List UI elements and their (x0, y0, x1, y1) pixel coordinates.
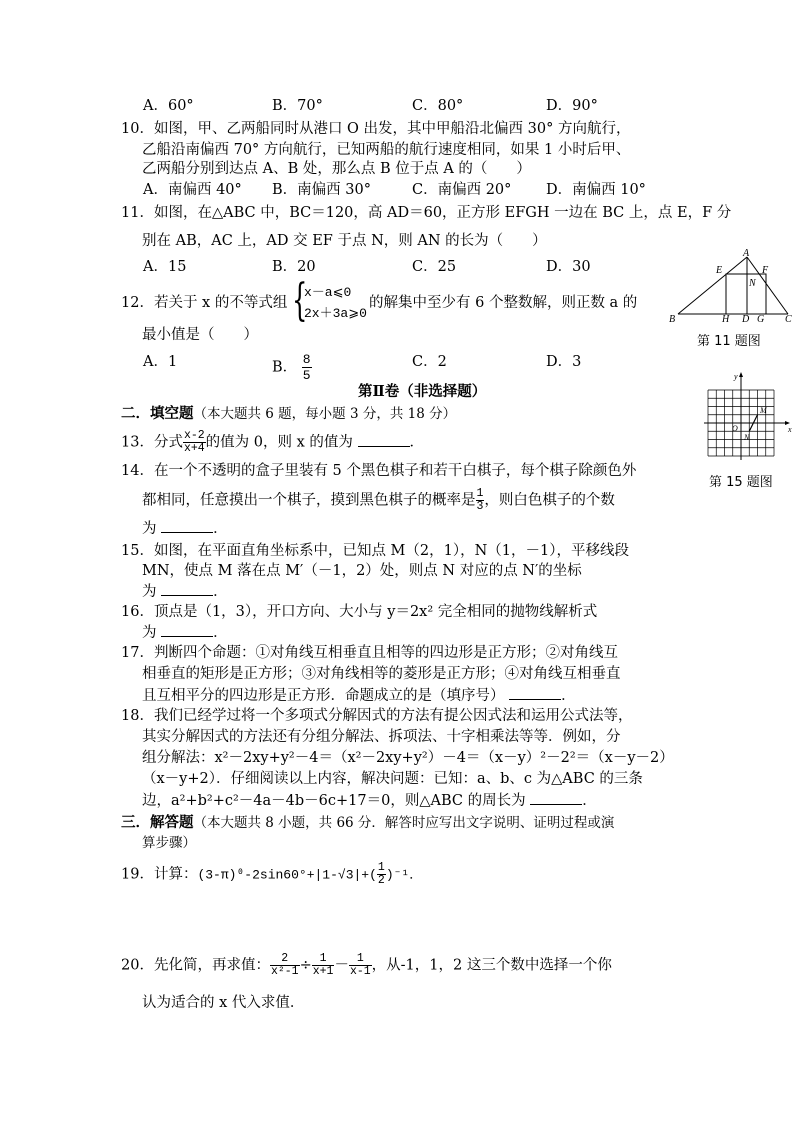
q15-line-3 (142, 581, 228, 602)
q14-line-3 (142, 518, 228, 539)
q13-end: ． (409, 434, 425, 451)
q10-line-2: 乙船沿南偏西 70° 方向航行，已知两船的航行速度相同，如果 1 小时后甲、 (142, 142, 631, 158)
q12-inequality-2: 2x＋3a⩾0 (304, 306, 367, 321)
q18-line-1: 18．我们已经学过将一个多项式分解因式的方法有提公因式法和运用公式法等， (121, 708, 633, 724)
q15-line-3-text: 为 (142, 584, 157, 600)
q19-pre: 19．计算： (121, 866, 198, 883)
origin-label: O (732, 424, 738, 433)
square-efgh (726, 274, 766, 314)
q9-option-a: A．60° (143, 98, 194, 114)
q12-option-c: C．2 (412, 354, 447, 370)
q13-denominator: x+4 (183, 442, 205, 455)
q20-f3-denominator: x-1 (349, 965, 371, 978)
axis-label-y: y (734, 372, 738, 381)
q13 (121, 430, 424, 455)
solve-section-note-2: 算步骤） (142, 835, 196, 851)
solve-section-note-1: （本大题共 8 小题，共 66 分．解答时应写出文字说明、证明过程或演 (193, 815, 615, 831)
q16-answer-blank[interactable] (161, 622, 213, 637)
q12-suffix: 的解集中至少有 6 个整数解，则正数 a 的 (369, 295, 638, 311)
label-n: N (749, 278, 756, 289)
part-2-title: 第Ⅱ卷（非选择题） (358, 383, 487, 400)
q12-option-d: D．3 (546, 354, 582, 370)
q20-fraction-1 (270, 953, 300, 978)
q9-option-c: C．80° (412, 98, 464, 114)
q18-line-2: 其实分解因式的方法还有分组分解法、拆项法、十字相乘法等等．例如，分 (142, 729, 621, 745)
q14-line-3-text: 为 (142, 521, 157, 537)
q11-line-2: 别在 AB，AC 上，AD 交 EF 于点 N，则 AN 的长为（ ） (142, 233, 547, 249)
q14-line-2a: 都相同，任意摸出一个棋子，摸到黑色棋子的概率是 (142, 492, 476, 509)
q20-f1-denominator: x²-1 (270, 965, 299, 978)
q19-denominator: 2 (377, 874, 385, 887)
q15-line-2: MN，使点 M 落在点 M′（－1，2）处，则点 N 对应的点 N′的坐标 (142, 563, 582, 579)
q20-post: ，从-1，1，2 这三个数中选择一个你 (371, 957, 612, 974)
q20-fraction-3 (349, 953, 372, 978)
q14-line-1: 14．在一个不透明的盒子里装有 5 个黑色棋子和若干白棋子，每个棋子除颜色外 (121, 463, 637, 479)
q20-f3-numerator: 1 (349, 953, 372, 966)
label-b: B (669, 314, 676, 324)
q14-denominator: 3 (476, 500, 484, 513)
q14-line-2b: ，则白色棋子的个数 (484, 492, 615, 509)
q12-brace: { (292, 275, 308, 326)
q15-figure-caption: 第 15 题图 (709, 475, 773, 490)
q10-option-c: C．南偏西 20° (412, 182, 512, 198)
q14-end: ． (213, 521, 228, 537)
q18-line-3: 组分解法：x²－2xy+y²－4＝（x²－2xy+y²）－4＝（x－y）²－2²＝（x－y－2） (142, 750, 674, 766)
solve-section-heading (121, 813, 614, 833)
y-axis-arrow (739, 372, 743, 377)
q20-f2-numerator: 1 (312, 953, 335, 966)
q18-end: ． (582, 793, 597, 809)
q17-line-3 (142, 685, 576, 706)
triangle-side-ab (678, 257, 747, 314)
q10-line-3: 乙两船分别到达点 A、B 处，那么点 B 位于点 A 的（ ） (142, 161, 531, 177)
q11-option-d: D．30 (546, 259, 591, 275)
q18-answer-blank[interactable] (530, 790, 582, 805)
axis-label-x: x (788, 425, 792, 434)
label-e: E (716, 265, 723, 276)
q12-option-b (272, 352, 312, 383)
q13-numerator: x-2 (183, 429, 205, 442)
q9-option-d: D．90° (546, 98, 598, 114)
q9-option-b: B．70° (272, 98, 323, 114)
q18-line-5-text: 边，a²+b²+c²－4a－4b－6c+17＝0，则△ABC 的周长为 (142, 793, 526, 809)
q15-answer-blank[interactable] (161, 581, 213, 596)
q10-line-1: 10．如图，甲、乙两船同时从港口 O 出发，其中甲船沿北偏西 30° 方向航行， (121, 121, 631, 137)
q14-answer-blank[interactable] (161, 518, 213, 533)
q12-option-b-label: B． (272, 359, 298, 376)
q11-option-a: A．15 (143, 259, 187, 275)
q16-line-1: 16．顶点是（1，3），开口方向、大小与 y＝2x² 完全相同的抛物线解析式 (121, 604, 598, 620)
q15-end: ． (213, 584, 228, 600)
q11-triangle-figure (664, 248, 794, 324)
label-c: C (785, 314, 792, 324)
q20-line-1 (121, 953, 612, 978)
q12-option-a: A．1 (143, 354, 178, 370)
q15-line-1: 15．如图，在平面直角坐标系中，已知点 M（2，1），N（1，－1），平移线段 (121, 543, 629, 559)
q19-post: )⁻¹． (385, 867, 423, 883)
q12-option-b-numerator: 8 (302, 352, 311, 367)
q18-line-4: （x－y+2）．仔细阅读以上内容，解决问题：已知：a、b、c 为△ABC 的三条 (142, 771, 643, 787)
q19-numerator: 1 (377, 861, 385, 874)
q12-prefix: 12．若关于 x 的不等式组 (121, 295, 288, 311)
label-d: D (742, 314, 750, 324)
q14-line-2 (142, 488, 615, 513)
q17-line-3-text: 且互相平分的四边形是正方形．命题成立的是（填序号） (142, 688, 505, 704)
fill-section-heading (121, 404, 456, 424)
label-g: G (757, 314, 765, 324)
q11-option-b: B．20 (272, 259, 316, 275)
q16-line-2 (142, 622, 228, 643)
q13-fraction (183, 430, 206, 455)
q20-divide: ÷ (299, 957, 312, 974)
q13-answer-blank[interactable] (358, 432, 410, 447)
q10-option-b: B．南偏西 30° (272, 182, 371, 198)
label-a: A (743, 248, 750, 259)
q13-post: 的值为 0，则 x 的值为 (205, 434, 353, 451)
q18-line-5 (142, 790, 597, 811)
q12-inequality-1: x－a⩽0 (304, 285, 352, 300)
q19-expression: (3-π)⁰-2sin60°+|1-√3|+( (197, 867, 377, 883)
q17-line-2: 相垂直的矩形是正方形；③对角线相等的菱形是正方形；④对角线互相垂直 (142, 666, 621, 682)
q10-option-d: D．南偏西 10° (546, 182, 646, 198)
q17-end: ． (561, 688, 576, 704)
fill-section-note: （本大题共 6 题，每小题 3 分，共 18 分） (193, 406, 457, 422)
q15-grid-figure (700, 370, 794, 464)
q11-line-1: 11．如图，在△ABC 中，BC＝120，高 AD＝60，正方形 EFGH 一边在 BC 上，点 E，F 分 (121, 205, 732, 221)
q11-option-c: C．25 (412, 259, 457, 275)
q20-f2-denominator: x+1 (312, 965, 334, 978)
q20-line-2: 认为适合的 x 代入求值． (142, 995, 305, 1011)
q10-option-a: A．南偏西 40° (143, 182, 242, 198)
fill-section-head: 二．填空题 (121, 405, 194, 422)
q20-f1-numerator: 2 (270, 953, 300, 966)
point-m-label: M (760, 406, 767, 415)
solve-section-head: 三．解答题 (121, 814, 194, 831)
q13-pre: 13．分式 (121, 434, 183, 451)
q12-line-2: 最小值是（ ） (142, 327, 258, 343)
q20-pre: 20．先化简，再求值： (121, 957, 270, 974)
q16-end: ． (213, 625, 228, 641)
q17-answer-blank[interactable] (509, 685, 561, 700)
label-h: H (722, 314, 730, 324)
q16-line-2-text: 为 (142, 625, 157, 641)
q12-option-b-fraction (302, 352, 312, 383)
label-f: F (762, 265, 769, 276)
q11-figure-caption: 第 11 题图 (697, 334, 761, 349)
q12-option-b-denominator: 5 (302, 368, 311, 383)
point-n-label: N (744, 433, 750, 442)
q20-fraction-2 (312, 953, 335, 978)
q14-numerator: 1 (476, 487, 484, 500)
q19 (121, 862, 422, 887)
q17-line-1: 17．判断四个命题：①对角线互相垂直且相等的四边形是正方形；②对角线互 (121, 645, 618, 661)
q20-minus: － (334, 957, 349, 974)
q19-fraction (377, 862, 386, 887)
